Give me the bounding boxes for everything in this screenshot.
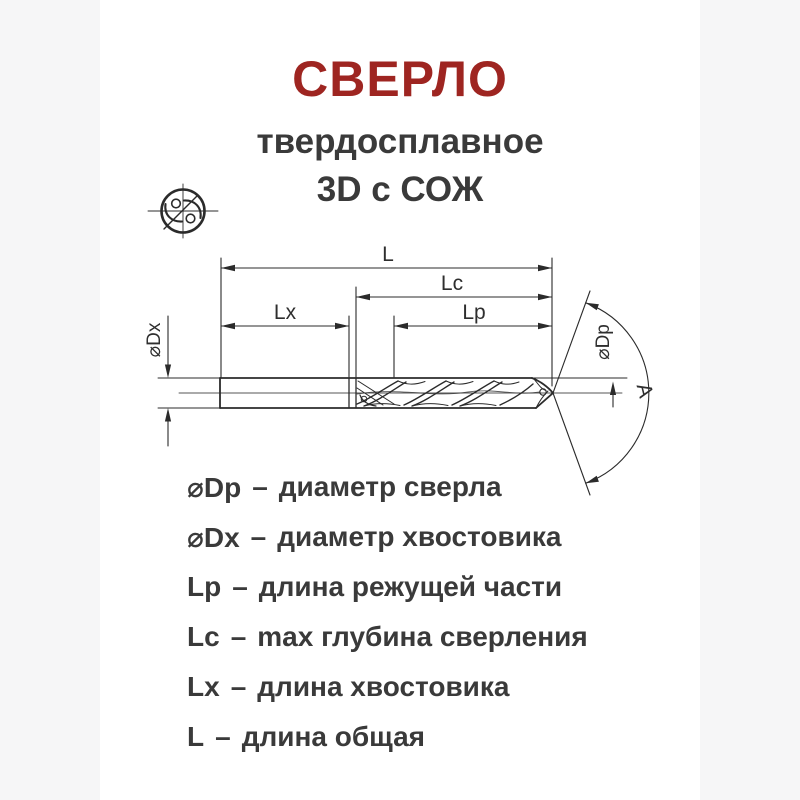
legend-symbol: Lx	[187, 671, 220, 702]
page-title: СВЕРЛО	[292, 51, 508, 107]
legend-separator: –	[232, 571, 248, 602]
drill-end-view-icon	[148, 184, 218, 238]
dimension-lines	[168, 258, 649, 495]
legend-separator: –	[252, 471, 268, 502]
dimension-arrowheads	[165, 265, 616, 483]
dimension-legend	[187, 462, 588, 762]
legend-symbol: ⌀Dp	[187, 471, 242, 503]
legend-symbol: Lc	[187, 621, 220, 652]
dimension-label-shank-diameter: ⌀Dx	[144, 322, 165, 358]
legend-separator: –	[230, 671, 247, 702]
legend-symbol: Lp	[187, 571, 222, 602]
legend-description: длина режущей части	[258, 571, 563, 602]
legend-separator: –	[230, 621, 247, 652]
dimension-label-shank-length: Lx	[273, 301, 297, 324]
legend-description: диаметр сверла	[278, 471, 502, 502]
dimension-label-overall-length: L	[382, 243, 394, 266]
legend-item	[187, 612, 588, 662]
legend-separator: –	[215, 721, 231, 752]
legend-item	[187, 712, 588, 762]
drill-technical-drawing	[100, 180, 700, 510]
legend-symbol: L	[187, 721, 205, 752]
subtitle-line-2: 3D с СОЖ	[316, 170, 484, 209]
legend-description: диаметр хвостовика	[277, 521, 562, 552]
dimension-label-point-angle: A	[631, 381, 658, 401]
dimension-label-cutting-length: Lp	[462, 301, 486, 324]
legend-item	[187, 662, 588, 712]
legend-item	[187, 562, 588, 612]
dimension-label-drill-diameter: ⌀Dp	[593, 324, 614, 360]
legend-item	[187, 462, 588, 512]
subtitle-line-1: твердосплавное	[256, 122, 544, 161]
legend-description: длина общая	[241, 721, 425, 752]
legend-item	[187, 512, 588, 562]
legend-description: длина хвостовика	[257, 671, 510, 702]
content-card	[100, 0, 700, 800]
dimension-label-max-depth: Lc	[440, 272, 464, 295]
legend-separator: –	[250, 521, 267, 552]
legend-symbol: ⌀Dx	[187, 521, 240, 553]
legend-description: max глубина сверления	[257, 621, 588, 652]
